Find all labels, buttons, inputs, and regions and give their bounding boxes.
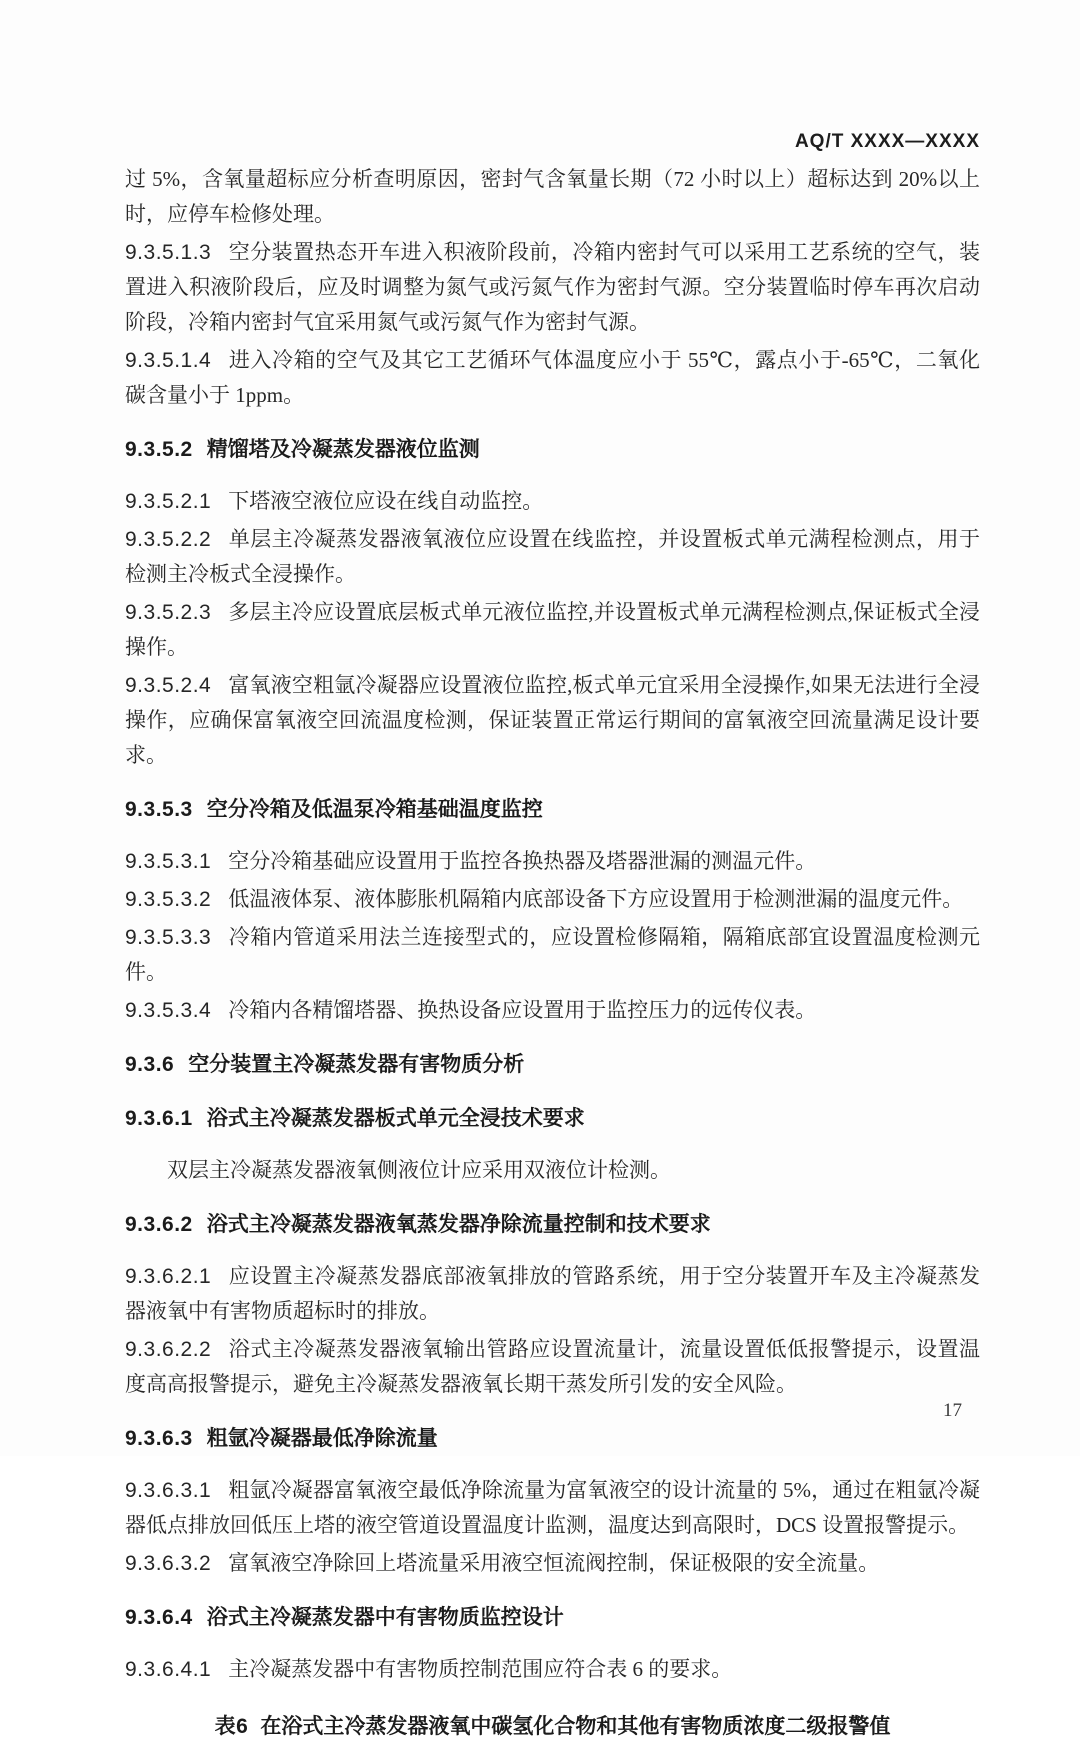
clause-number: 9.3.6.1 xyxy=(125,1107,193,1130)
clause-text: 主冷凝蒸发器中有害物质控制范围应符合表 6 的要求。 xyxy=(228,1657,733,1681)
heading-text: 粗氩冷凝器最低净除流量 xyxy=(206,1427,438,1450)
section-heading xyxy=(125,1101,980,1136)
table-caption-text: 在浴式主冷蒸发器液氧中碳氢化合物和其他有害物质浓度二级报警值 xyxy=(260,1715,891,1738)
heading-text: 空分冷箱及低温泵冷箱基础温度监控 xyxy=(206,798,543,821)
clause-paragraph xyxy=(125,993,980,1028)
clause-text: 双层主冷凝蒸发器液氧侧液位计应采用双液位计检测。 xyxy=(167,1158,671,1182)
clause-number: 9.3.6.2 xyxy=(125,1213,193,1236)
clause-number: 9.3.5.1.3 xyxy=(125,241,212,264)
indented-paragraph xyxy=(125,1153,980,1188)
clause-number: 9.3.6.4.1 xyxy=(125,1658,212,1681)
clause-paragraph xyxy=(125,920,980,990)
heading-text: 浴式主冷凝蒸发器液氧蒸发器净除流量控制和技术要求 xyxy=(206,1213,711,1236)
clause-number: 9.3.5.3.1 xyxy=(125,850,212,873)
clause-paragraph xyxy=(125,1332,980,1402)
table-caption xyxy=(125,1709,980,1744)
paragraph-continuation xyxy=(125,162,980,232)
clause-number: 9.3.6.2.2 xyxy=(125,1338,212,1361)
clause-text: 单层主冷凝蒸发器液氧液位应设置在线监控，并设置板式单元满程检测点，用于检测主冷板式全浸操作。 xyxy=(125,527,980,586)
clause-text: 富氧液空净除回上塔流量采用液空恒流阀控制，保证极限的安全流量。 xyxy=(228,1551,880,1575)
page-number: 17 xyxy=(943,1400,962,1421)
clause-number: 9.3.6.2.1 xyxy=(125,1265,212,1288)
clause-text: 多层主冷应设置底层板式单元液位监控,并设置板式单元满程检测点,保证板式全浸操作。 xyxy=(125,600,980,659)
clause-paragraph xyxy=(125,522,980,592)
clause-paragraph xyxy=(125,1652,980,1687)
document-body xyxy=(125,162,980,1744)
clause-text: 应设置主冷凝蒸发器底部液氧排放的管路系统，用于空分装置开车及主冷凝蒸发器液氧中有害物质超标时的排放。 xyxy=(125,1264,980,1323)
clause-paragraph xyxy=(125,882,980,917)
section-heading xyxy=(125,1600,980,1635)
clause-number: 9.3.6.3 xyxy=(125,1427,193,1450)
clause-text: 空分冷箱基础应设置用于监控各换热器及塔器泄漏的测温元件。 xyxy=(228,849,817,873)
section-heading xyxy=(125,1047,980,1082)
clause-number: 9.3.6 xyxy=(125,1053,175,1076)
clause-paragraph xyxy=(125,1473,980,1543)
clause-number: 9.3.5.3.2 xyxy=(125,888,212,911)
clause-text: 冷箱内各精馏塔器、换热设备应设置用于监控压力的远传仪表。 xyxy=(228,998,817,1022)
clause-number: 9.3.5.2.2 xyxy=(125,528,212,551)
heading-text: 精馏塔及冷凝蒸发器液位监测 xyxy=(206,438,480,461)
clause-paragraph xyxy=(125,595,980,665)
clause-text: 冷箱内管道采用法兰连接型式的，应设置检修隔箱，隔箱底部宜设置温度检测元件。 xyxy=(125,925,980,984)
section-heading xyxy=(125,792,980,827)
clause-number: 9.3.6.4 xyxy=(125,1606,193,1629)
clause-paragraph xyxy=(125,844,980,879)
clause-paragraph xyxy=(125,484,980,519)
clause-paragraph xyxy=(125,1259,980,1329)
clause-number: 9.3.5.3.3 xyxy=(125,926,212,949)
clause-number: 9.3.5.2.4 xyxy=(125,674,212,697)
clause-paragraph xyxy=(125,1546,980,1581)
clause-number: 9.3.5.3 xyxy=(125,798,193,821)
clause-number: 9.3.5.3.4 xyxy=(125,999,212,1022)
section-heading xyxy=(125,432,980,467)
clause-paragraph xyxy=(125,235,980,340)
clause-text: 低温液体泵、液体膨胀机隔箱内底部设备下方应设置用于检测泄漏的温度元件。 xyxy=(228,887,964,911)
clause-number: 9.3.6.3.1 xyxy=(125,1479,212,1502)
clause-text: 过 5%，含氧量超标应分析查明原因，密封气含氧量长期（72 小时以上）超标达到 20%以上时，应停车检修处理。 xyxy=(125,167,980,226)
heading-text: 浴式主冷凝蒸发器中有害物质监控设计 xyxy=(206,1606,564,1629)
clause-text: 空分装置热态开车进入积液阶段前，冷箱内密封气可以采用工艺系统的空气，装置进入积液阶段后，应及时调整为氮气或污氮气作为密封气源。空分装置临时停车再次启动阶段，冷箱内密封气宜采用氮气或污氮气作为密封气源。 xyxy=(125,240,980,334)
section-heading xyxy=(125,1421,980,1456)
clause-text: 下塔液空液位应设在线自动监控。 xyxy=(228,489,544,513)
clause-number: 9.3.6.3.2 xyxy=(125,1552,212,1575)
clause-number: 9.3.5.2.1 xyxy=(125,490,212,513)
clause-text: 富氧液空粗氩冷凝器应设置液位监控,板式单元宜采用全浸操作,如果无法进行全浸操作，应确保富氧液空回流温度检测，保证装置正常运行期间的富氧液空回流量满足设计要求。 xyxy=(125,673,980,767)
clause-text: 进入冷箱的空气及其它工艺循环气体温度应小于 55℃，露点小于-65℃，二氧化碳含量小于 1ppm。 xyxy=(125,348,980,407)
clause-paragraph xyxy=(125,343,980,413)
standard-number-header: AQ/T XXXX—XXXX xyxy=(794,131,980,152)
clause-number: 9.3.5.2.3 xyxy=(125,601,212,624)
table-number: 表6 xyxy=(214,1715,249,1738)
heading-text: 浴式主冷凝蒸发器板式单元全浸技术要求 xyxy=(206,1107,585,1130)
section-heading xyxy=(125,1207,980,1242)
clause-paragraph xyxy=(125,668,980,773)
clause-text: 浴式主冷凝蒸发器液氧输出管路应设置流量计，流量设置低低报警提示，设置温度高高报警提示，避免主冷凝蒸发器液氧长期干蒸发所引发的安全风险。 xyxy=(125,1337,980,1396)
clause-number: 9.3.5.1.4 xyxy=(125,349,212,372)
heading-text: 空分装置主冷凝蒸发器有害物质分析 xyxy=(188,1053,525,1076)
clause-text: 粗氩冷凝器富氧液空最低净除流量为富氧液空的设计流量的 5%，通过在粗氩冷凝器低点排放回低压上塔的液空管道设置温度计监测，温度达到高限时，DCS 设置报警提示。 xyxy=(125,1478,980,1537)
clause-number: 9.3.5.2 xyxy=(125,438,193,461)
